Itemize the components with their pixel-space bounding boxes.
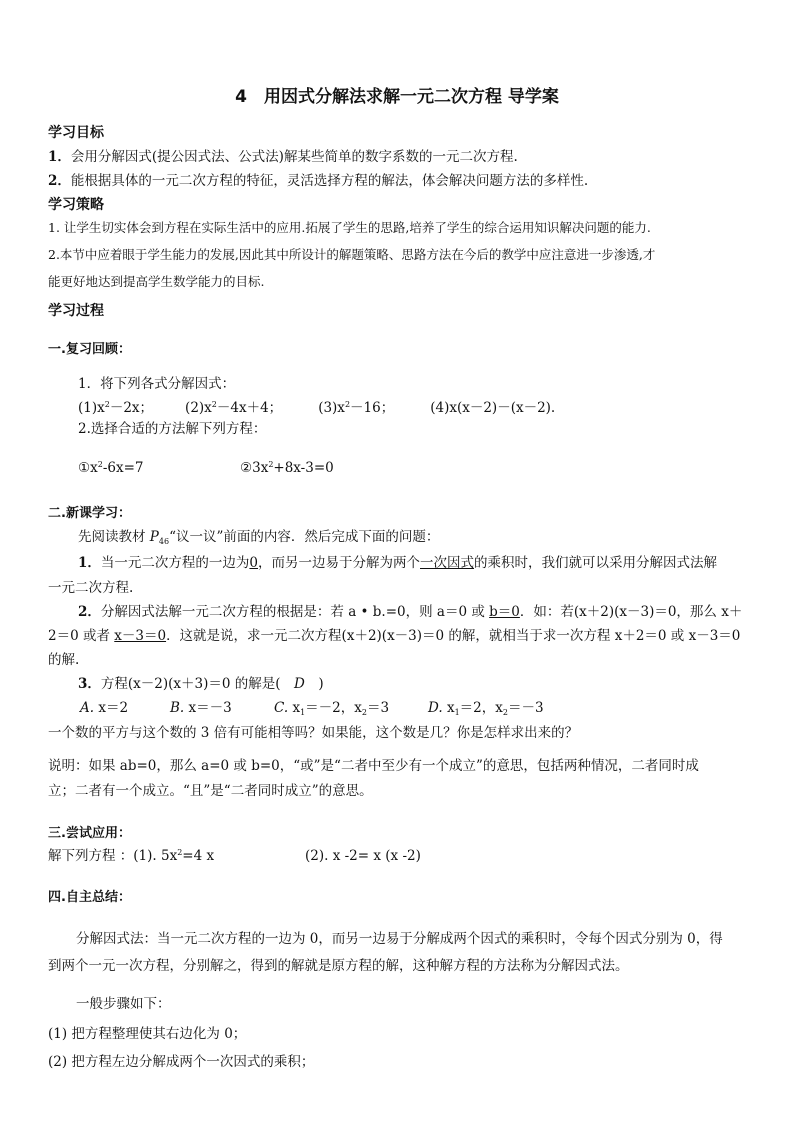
subscript: 2 — [502, 708, 508, 717]
summary-line-1: 分解因式法：当一元二次方程的一边为 0，而另一边易于分解成两个因式的乘积时，令每个因式分别为 0，得 — [76, 931, 723, 947]
note-line-2: 立；二者有一个成立。“且”是“二者同时成立”的意思。 — [48, 783, 373, 799]
square-question: 一个数的平方与这个数的 3 倍有可能相等吗？如果能，这个数是几？你是怎样求出来的？ — [48, 725, 579, 741]
exponent: 2 — [211, 400, 217, 409]
subscript: 2 — [361, 708, 367, 717]
newlesson-intro — [78, 528, 439, 546]
newlesson-p2 — [78, 603, 742, 621]
option-text: x＝－3 — [188, 700, 232, 716]
exponent: 2 — [104, 400, 110, 409]
text: ．如：若(x＋2)(x－3)＝0，那么 x＋ — [519, 604, 743, 620]
expr-4: (4)x(x－2)－(x－2). — [430, 400, 556, 416]
subscript: 1 — [300, 708, 306, 717]
text: 的乘积时，我们就可以采用分解因式法解 — [474, 555, 717, 571]
option-text: ＝3 — [366, 700, 390, 716]
page-title: 4 用因式分解法求解一元二次方程 导学案 — [235, 87, 559, 107]
strategy-line-1: 1. 让学生切实体会到方程在实际生活中的应用.拓展了学生的思路,培养了学生的综合运用知识解决问题的能力. — [48, 220, 651, 235]
option-text: ＝－3 — [507, 700, 544, 716]
text: 2＝0 或者 — [48, 628, 115, 644]
apply-equation-2: (2). x -2= x (x -2) — [305, 848, 421, 864]
eq-part: -6x=7 — [102, 460, 144, 476]
newlesson-heading: 二.新课学习： — [48, 506, 131, 521]
steps-intro: 一般步骤如下： — [76, 996, 171, 1012]
exponent: 2 — [344, 400, 351, 409]
exponent: 2 — [268, 460, 274, 469]
newlesson-p1-cont: 一元二次方程. — [48, 580, 134, 596]
review-equation-2 — [240, 459, 334, 477]
apply-line — [48, 847, 214, 865]
expr-1-rest: －2x； — [109, 400, 154, 416]
newlesson-p2-end: 的解. — [48, 652, 80, 668]
text: ) — [304, 676, 324, 692]
exponent: 2 — [97, 460, 103, 469]
text: 先阅读教材 — [78, 529, 150, 545]
option-letter: D. — [428, 700, 443, 716]
review-q2: 2.选择合适的方法解下列方程： — [78, 421, 267, 437]
review-q1: 1．将下列各式分解因式： — [78, 376, 236, 392]
process-heading: 学习过程 — [48, 303, 104, 319]
text: ，而另一边易于分解为两个 — [258, 555, 420, 571]
goal-text: 会用分解因式(提公因式法、公式法)解某些简单的数字系数的一元二次方程. — [70, 149, 518, 165]
note-line-1: 说明：如果 ab=0，那么 a=0 或 b=0，“或”是“二者中至少有一个成立”的意思，包括两种情况，二者同时成 — [48, 758, 699, 774]
text: 解下列方程 ：(1). 5x — [48, 848, 178, 864]
goals-heading: 学习目标 — [48, 125, 104, 141]
answer: D — [294, 676, 305, 692]
step-1: (1) 把方程整理使其右边化为 0； — [48, 1026, 247, 1042]
option-a — [80, 699, 128, 717]
expr-2-rest: －4x＋4； — [216, 400, 283, 416]
summary-line-2: 到两个一元一次方程，分别解之，得到的解就是原方程的解，这种解方程的方法称为分解因式法。 — [48, 958, 629, 974]
text: “议一议”前面的内容．然后完成下面的问题： — [169, 529, 440, 545]
strategy-line-2: 2.本节中应着眼于学生能力的发展,因此其中所设计的解题策略、思路方法在今后的教学中应注意进一步渗透,才 — [48, 247, 656, 262]
item-number: 2． — [78, 604, 101, 620]
goal-item-1 — [48, 148, 518, 166]
subscript: 1 — [454, 708, 460, 717]
option-text: x — [292, 700, 301, 716]
goal-number: 2． — [48, 173, 71, 189]
item-number: 1． — [78, 555, 101, 571]
review-q1-items — [78, 399, 555, 417]
fill-answer: x－3＝0 — [114, 628, 167, 644]
expr-1: (1)x — [78, 400, 105, 416]
text: 分解因式法解一元二次方程的根据是：若 a • b.=0，则 a＝0 或 — [100, 604, 490, 620]
expr-2: (2)x — [185, 400, 212, 416]
option-letter: C. — [274, 700, 289, 716]
exponent: 2 — [177, 848, 183, 857]
goal-item-2 — [48, 172, 588, 190]
review-heading: 一.复习回顾： — [48, 342, 131, 357]
text: =4 x — [182, 848, 215, 864]
review-equation-1 — [78, 459, 143, 477]
summary-heading: 四.自主总结： — [48, 890, 131, 905]
goal-text: 能根据具体的一元二次方程的特征，灵活选择方程的解法，体会解决问题方法的多样性. — [70, 173, 589, 189]
text: ．这就是说，求一元二次方程(x＋2)(x－3)＝0 的解，就相当于求一次方程 x＋2＝0 或 x－3＝0 — [166, 628, 741, 644]
fill-answer: b＝0 — [489, 604, 520, 620]
option-letter: B. — [170, 700, 185, 716]
text: 方程(x－2)(x＋3)＝0 的解是( — [100, 676, 295, 692]
option-text: x＝2 — [98, 700, 129, 716]
page-ref: P — [149, 529, 159, 545]
fill-answer: 一次因式 — [420, 555, 474, 571]
eq-part: +8x-3=0 — [273, 460, 334, 476]
apply-heading: 三.尝试应用： — [48, 826, 131, 841]
newlesson-p1 — [78, 554, 717, 572]
newlesson-p2-cont — [48, 627, 740, 645]
page-ref-number: 46 — [158, 537, 170, 546]
expr-3: (3)x — [318, 400, 345, 416]
item-number: 3． — [78, 676, 101, 692]
goal-number: 1． — [48, 149, 71, 165]
fill-answer: 0 — [249, 555, 258, 571]
option-text: ＝2，x — [459, 700, 503, 716]
eq-part: ②3x — [240, 460, 269, 476]
option-b — [170, 699, 232, 717]
strategy-heading: 学习策略 — [48, 197, 104, 213]
option-text: x — [446, 700, 455, 716]
option-text: ＝－2，x — [305, 700, 362, 716]
option-letter: A. — [80, 700, 95, 716]
strategy-line-3: 能更好地达到提高学生数学能力的目标. — [48, 274, 265, 289]
eq-part: ①x — [78, 460, 98, 476]
option-c — [274, 699, 389, 717]
option-d — [428, 699, 544, 717]
newlesson-p3 — [78, 675, 324, 693]
step-2: (2) 把方程左边分解成两个一次因式的乘积； — [48, 1054, 315, 1070]
text: 当一元二次方程的一边为 — [100, 555, 250, 571]
expr-3-rest: －16； — [350, 400, 395, 416]
